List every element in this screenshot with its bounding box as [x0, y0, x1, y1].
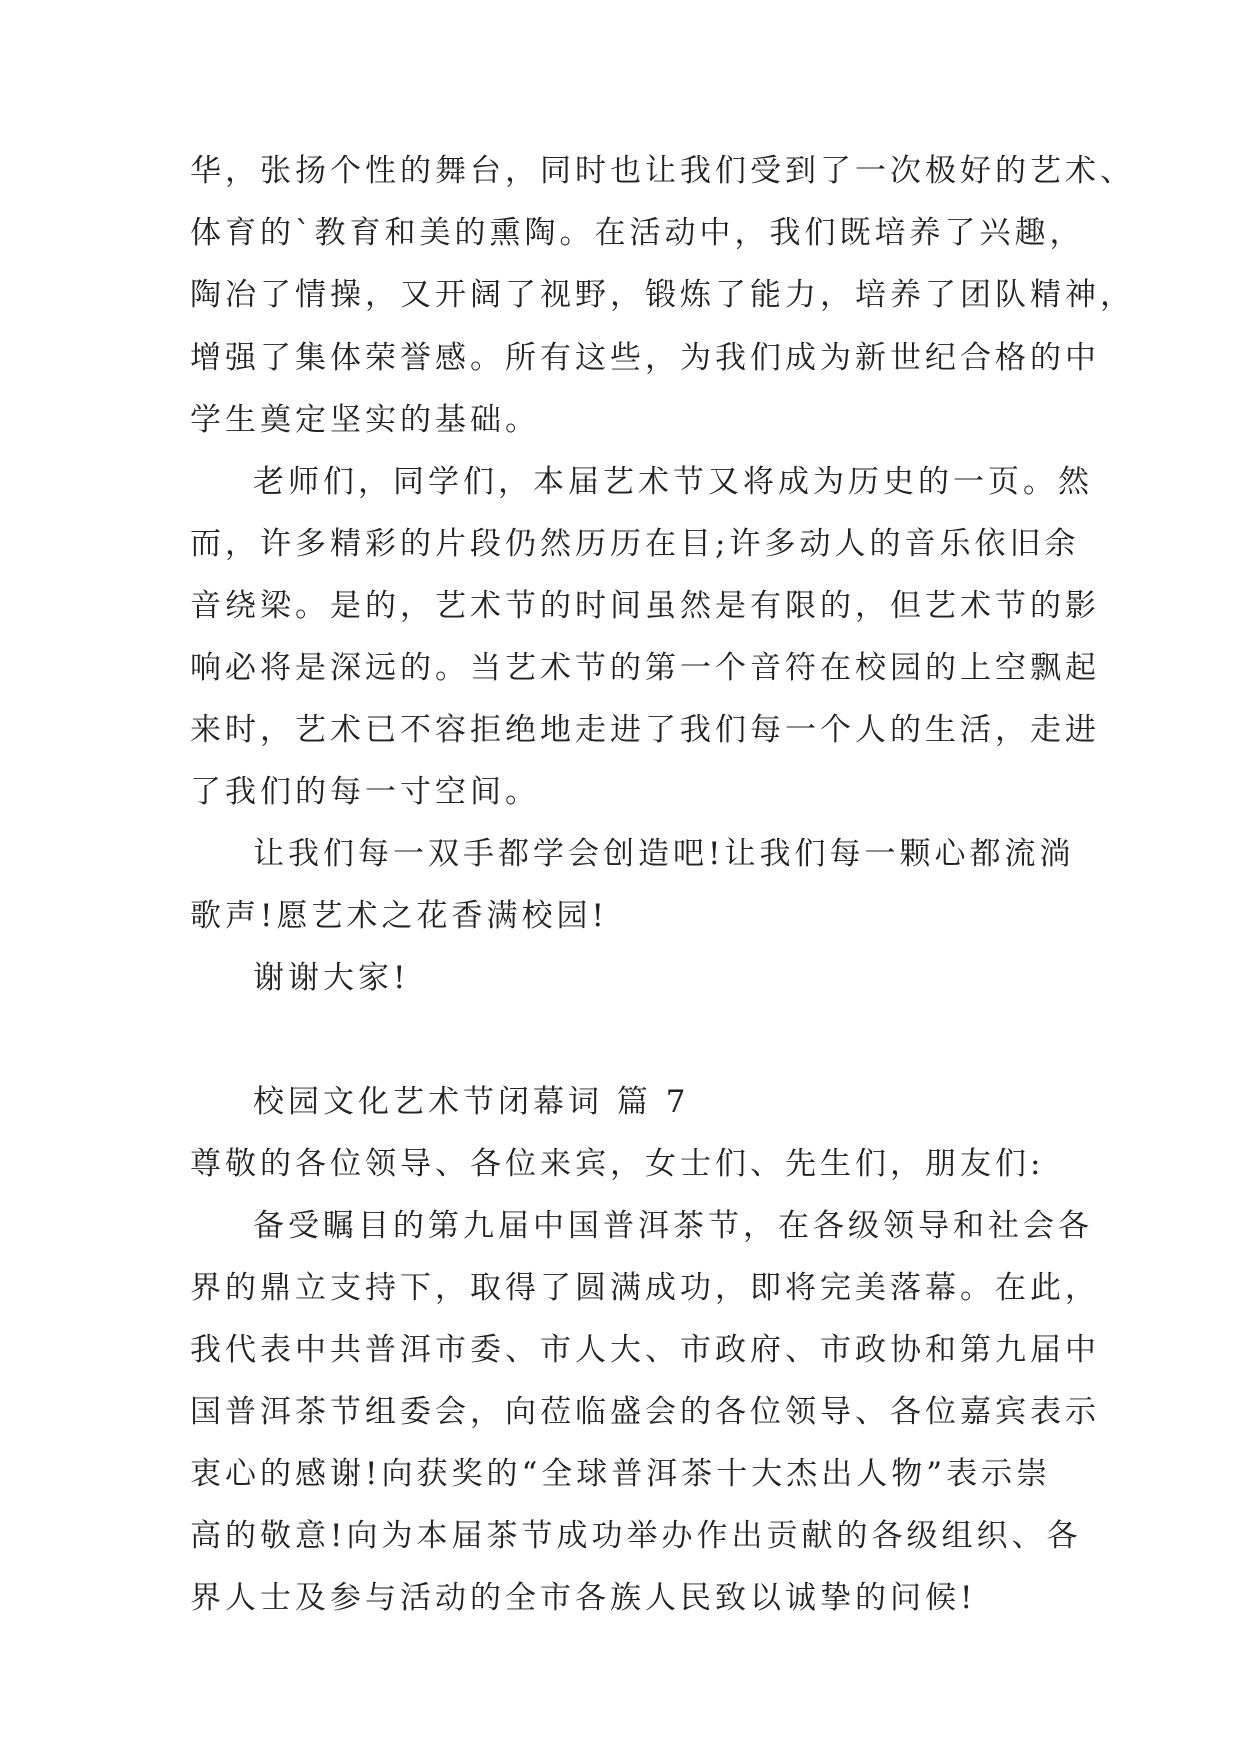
- salutation: 尊敬的各位领导、各位来宾，女士们、先生们，朋友们:: [190, 1146, 1045, 1182]
- text-line: 响必将是深远的。当艺术节的第一个音符在校园的上空飘起: [190, 650, 1100, 686]
- text-line: 老师们，同学们，本届艺术节又将成为历史的一页。然: [253, 464, 1093, 500]
- text-line: 谢谢大家!: [253, 960, 410, 996]
- section-heading: 校园文化艺术节闭幕词 篇 7: [253, 1084, 690, 1120]
- text-line: 体育的`教育和美的熏陶。在活动中，我们既培养了兴趣，: [190, 215, 1085, 251]
- text-line: 我代表中共普洱市委、市人大、市政府、市政协和第九届中: [190, 1332, 1100, 1368]
- text-line: 音绕梁。是的，艺术节的时间虽然是有限的，但艺术节的影: [190, 588, 1100, 624]
- text-line: 华，张扬个性的舞台，同时也让我们受到了一次极好的艺术、: [190, 153, 1135, 189]
- text-line: 备受瞩目的第九届中国普洱茶节，在各级领导和社会各: [253, 1208, 1093, 1244]
- text-line: 高的敬意!向为本届茶节成功举办作出贡献的各级组织、各: [190, 1518, 1082, 1554]
- text-line: 学生奠定坚实的基础。: [190, 402, 540, 438]
- text-line: 衷心的感谢!向获奖的“全球普洱茶十大杰出人物”表示崇: [190, 1456, 1052, 1492]
- text-line: 来时，艺术已不容拒绝地走进了我们每一个人的生活，走进: [190, 712, 1100, 748]
- text-line: 陶冶了情操，又开阔了视野，锻炼了能力，培养了团队精神，: [190, 277, 1135, 313]
- text-line: 了我们的每一寸空间。: [190, 774, 540, 810]
- text-line: 国普洱茶节组委会，向莅临盛会的各位领导、各位嘉宾表示: [190, 1394, 1100, 1430]
- text-line: 界的鼎立支持下，取得了圆满成功，即将完美落幕。在此，: [190, 1270, 1100, 1306]
- text-line: 而，许多精彩的片段仍然历历在目;许多动人的音乐依旧余: [190, 526, 1080, 562]
- text-line: 增强了集体荣誉感。所有这些，为我们成为新世纪合格的中: [190, 340, 1100, 376]
- text-line: 界人士及参与活动的全市各族人民致以诚挚的问候!: [190, 1580, 977, 1616]
- text-line: 让我们每一双手都学会创造吧!让我们每一颗心都流淌: [253, 836, 1075, 872]
- text-line: 歌声!愿艺术之花香满校园!: [190, 898, 608, 934]
